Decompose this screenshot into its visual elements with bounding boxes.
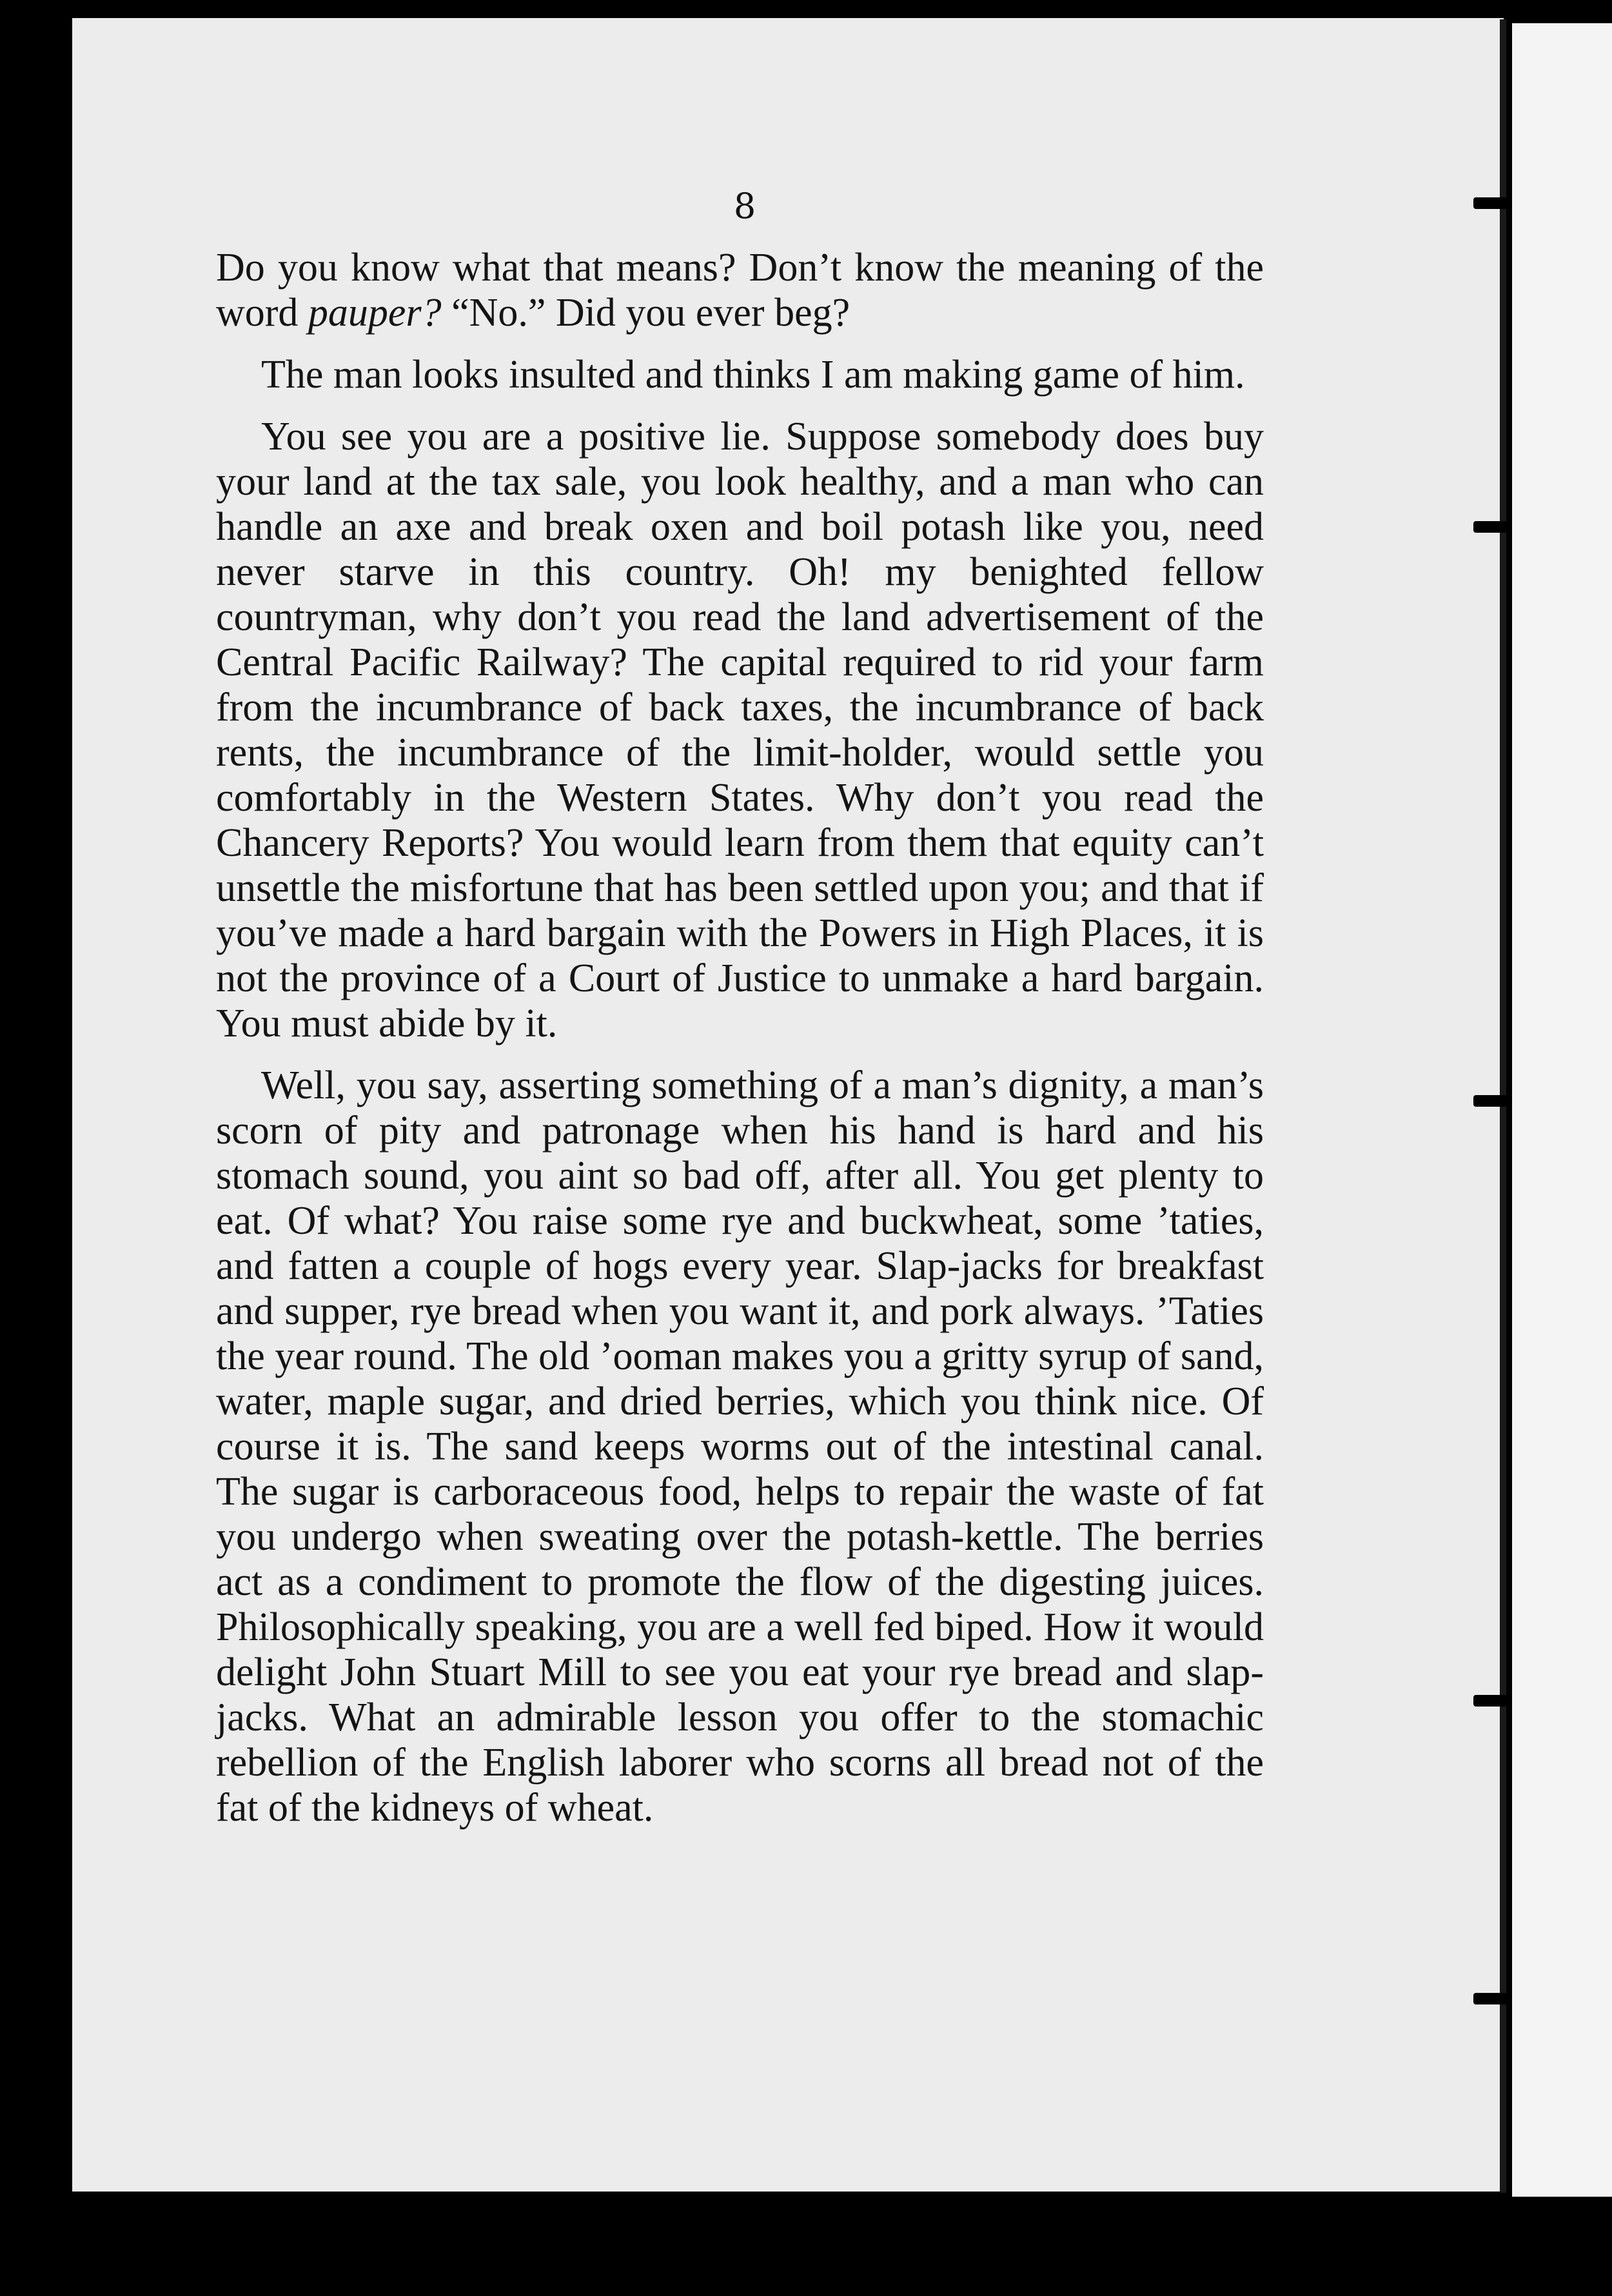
- binding-mark: [1473, 1993, 1507, 2004]
- binding-mark: [1473, 521, 1507, 533]
- page-number: 8: [733, 186, 756, 226]
- paragraph-text: “No.” Did you ever beg?: [441, 291, 850, 335]
- paragraph: [216, 245, 1264, 335]
- body-text: [216, 245, 1264, 1847]
- binding-mark: [1473, 1695, 1507, 1707]
- paragraph: The man looks insulted and thinks I am making game of him.: [261, 353, 1245, 397]
- paragraph: Well, you say, asserting something of a man’s dignity, a man’s scorn of pity and patronage when his hand is hard and his stomach sound, you aint so bad off, after all. You get plenty to eat. Of what? You raise some rye and buckwheat, some ’taties, and fatten a couple of hogs every year. Slap-jacks for breakfast and supper, rye bread when you want it, and pork always. ’Taties the year round. The old ’ooman makes you a gritty syrup of sand, water, maple sugar, and dried berries, which you think nice. Of course it is. The sand keeps worms out of the intestinal canal. The sugar is carboraceous food, helps to repair the waste of fat you undergo when sweating over the potash-kettle. The berries act as a condiment to promote the flow of the digesting juices. Philosophically speaking, you are a well fed biped. How it would delight John Stuart Mill to see you eat your rye bread and slap-jacks. What an admirable lesson you offer to the stomachic rebellion of the English laborer who scorns all bread not of the fat of the kidneys of wheat.: [216, 1064, 1264, 1830]
- paragraph-text: Do you know what that means? Don’t know the meaning of the word: [216, 246, 1264, 335]
- binding-mark: [1473, 1095, 1507, 1107]
- paragraph: You see you are a positive lie. Suppose somebody does buy your land at the tax sale, you look healthy, and a man who can handle an axe and break oxen and boil potash like you, need never starve in this country. Oh! my benighted fellow countryman, why don’t you read the land advertisement of the Central Pacific Railway? The capital required to rid your farm from the incumbrance of back taxes, the incumbrance of back rents, the incumbrance of the limit-holder, would settle you comfortably in the Western States. Why don’t you read the Chancery Reports? You would learn from them that equity can’t unsettle the misfortune that has been settled upon you; and that if you’ve made a hard bargain with the Powers in High Places, it is not the province of a Court of Justice to unmake a hard bargain. You must abide by it.: [216, 415, 1264, 1045]
- emphasized-word: pauper?: [308, 291, 442, 335]
- facing-page-edge: [1512, 23, 1612, 2197]
